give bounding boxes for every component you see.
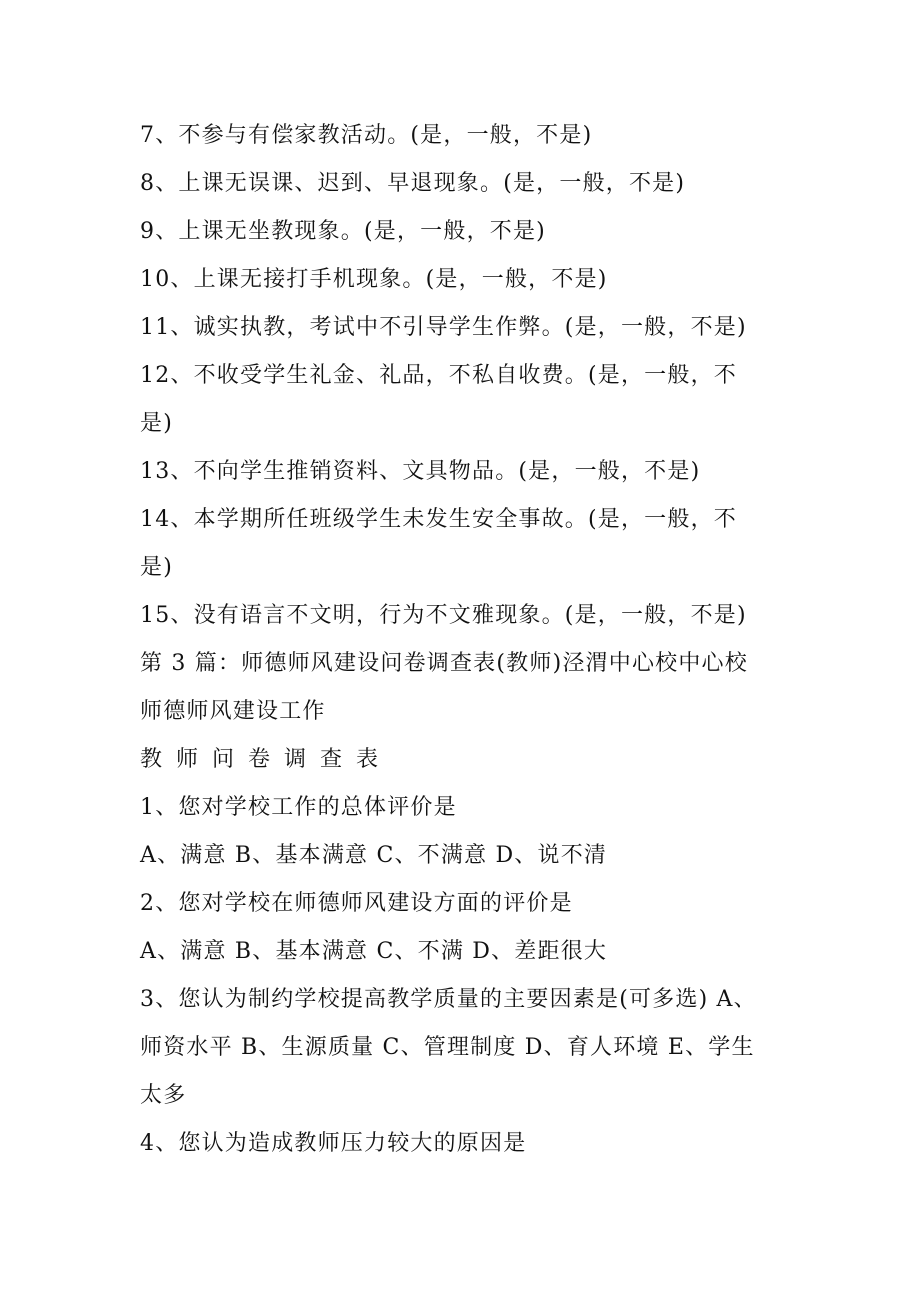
section-heading-continued: 师德师风建设工作 [140, 699, 326, 724]
item-12: 12、不收受学生礼金、礼品，不私自收费。(是，一般，不 [140, 363, 737, 388]
question-3-options: 师资水平 B、生源质量 C、管理制度 D、育人环境 E、学生 [140, 1035, 755, 1060]
item-14: 14、本学期所任班级学生未发生安全事故。(是，一般，不 [140, 507, 737, 532]
question-3-options-continued: 太多 [140, 1083, 187, 1108]
item-15: 15、没有语言不文明，行为不文雅现象。(是，一般，不是) [140, 603, 747, 628]
item-10: 10、上课无接打手机现象。(是，一般，不是) [140, 267, 608, 292]
question-2: 2、您对学校在师德师风建设方面的评价是 [140, 891, 573, 916]
item-7: 7、不参与有偿家教活动。(是，一般，不是) [140, 123, 593, 148]
question-3: 3、您认为制约学校提高教学质量的主要因素是(可多选) A、 [140, 987, 757, 1012]
question-1: 1、您对学校工作的总体评价是 [140, 795, 457, 820]
item-8: 8、上课无误课、迟到、早退现象。(是，一般，不是) [140, 171, 686, 196]
section-heading: 第 3 篇：师德师风建设问卷调查表(教师)泾渭中心校中心校 [140, 651, 748, 676]
item-14-continued: 是) [140, 555, 173, 580]
item-13: 13、不向学生推销资料、文具物品。(是，一般，不是) [140, 459, 701, 484]
survey-title: 教师问卷调查表 [140, 747, 393, 772]
question-4: 4、您认为造成教师压力较大的原因是 [140, 1131, 527, 1156]
item-12-continued: 是) [140, 411, 173, 436]
question-1-options: A、满意 B、基本满意 C、不满意 D、说不清 [140, 843, 608, 868]
item-9: 9、上课无坐教现象。(是，一般，不是) [140, 219, 546, 244]
item-11: 11、诚实执教，考试中不引导学生作弊。(是，一般，不是) [140, 315, 747, 340]
question-2-options: A、满意 B、基本满意 C、不满 D、差距很大 [140, 939, 608, 964]
